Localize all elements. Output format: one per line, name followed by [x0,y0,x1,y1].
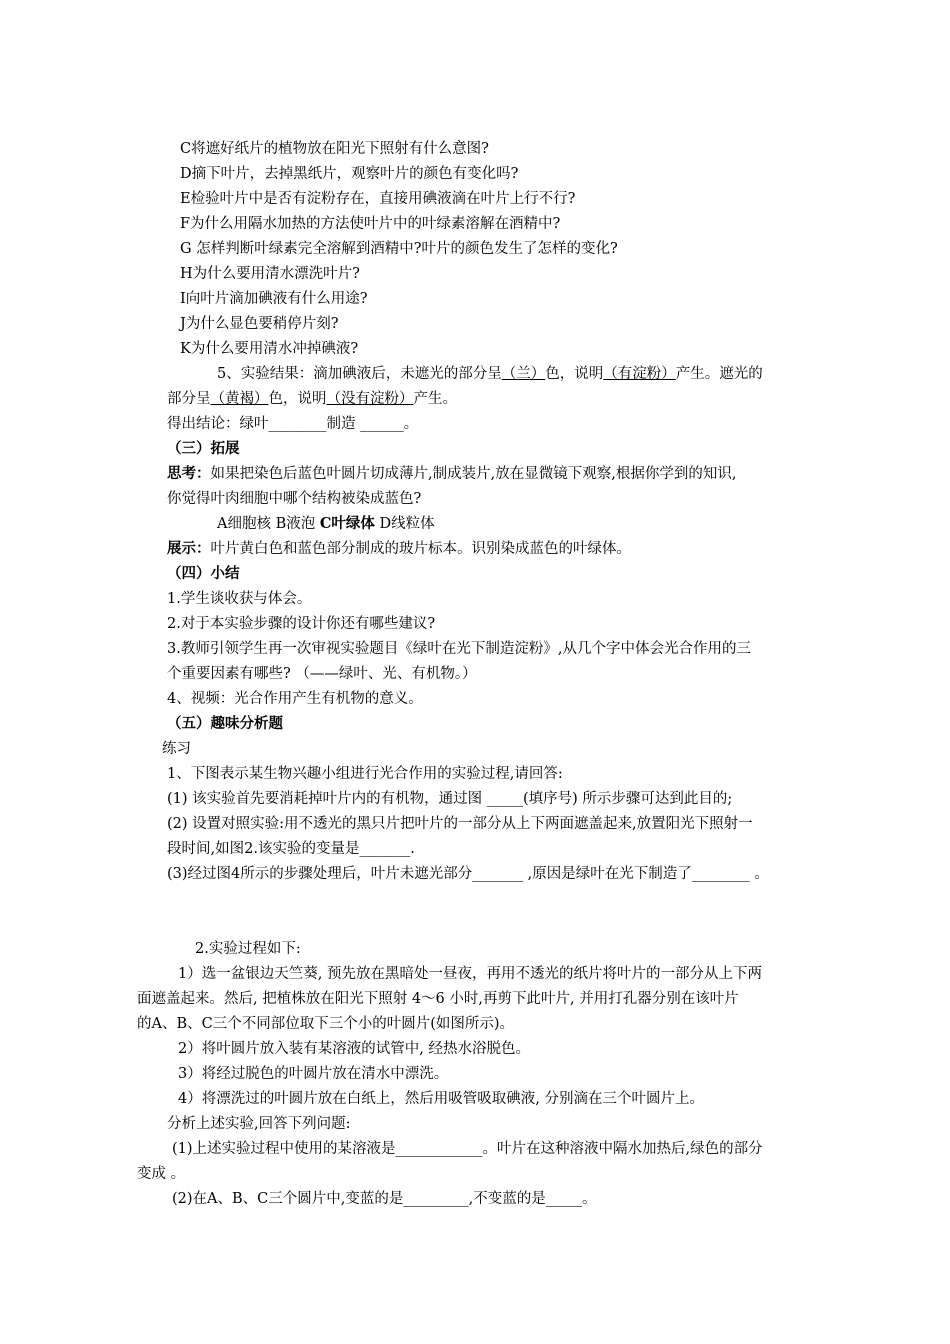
exercise-question: 1、下图表示某生物兴趣小组进行光合作用的实验过程,请回答: [167,766,563,782]
summary-item: 4、视频：光合作用产生有机物的意义。 [167,691,423,707]
question-g: G 怎样判断叶绿素完全溶解到酒精中?叶片的颜色发生了怎样的变化? [180,241,618,257]
result-text: 色，说明 [268,391,327,407]
result-answer: （兰） [501,366,546,382]
process-step: 1）选一盆银边天竺葵, 预先放在黑暗处一昼夜，再用不透光的纸片将叶片的一部分从上下两 [178,966,762,982]
process-heading: 2.实验过程如下: [195,941,301,957]
option-text: A细胞核 B液泡 [217,516,320,532]
option-text: D线粒体 [374,516,435,532]
think-line-2: 你觉得叶肉细胞中哪个结构被染成蓝色? [167,491,422,507]
exercise-subquestion: 段时间,如图2.该实验的变量是_______. [167,841,415,857]
result-line-2 [167,389,457,409]
result-answer: （没有淀粉） [326,391,414,407]
analysis-question: 变成 。 [137,1166,186,1182]
option-correct: C叶绿体 [319,515,375,532]
result-text: 5、实验结果：滴加碘液后，未遮光的部分呈 [217,366,502,382]
think-options [217,514,435,534]
show-label: 展示： [167,540,211,557]
analysis-question: (1)上述实验过程中使用的某溶液是____________。叶片在这种溶液中隔水加热后,绿色的部分 [172,1141,763,1157]
process-step: 3）将经过脱色的叶圆片放在清水中漂洗。 [178,1066,449,1082]
process-step: 2）将叶圆片放入装有某溶液的试管中, 经热水浴脱色。 [178,1041,530,1057]
exercise-subquestion: (2) 设置对照实验:用不透光的黑只片把叶片的一部分从上下两面遮盖起来,放置阳光下照射一 [167,816,753,832]
result-text: 色，说明 [545,366,604,382]
question-e: E检验叶片中是否有淀粉存在，直接用碘液滴在叶片上行不行? [180,191,576,207]
result-text: 部分呈 [167,391,211,407]
question-i: I向叶片滴加碘液有什么用途? [180,291,368,307]
section-heading-summary: （四）小结 [167,565,240,582]
summary-item: 1.学生谈收获与体会。 [167,591,312,607]
process-step: 的A、B、C三个不同部位取下三个小的叶圆片(如图所示)。 [137,1016,515,1032]
exercise-subquestion: (1) 该实验首先要消耗掉叶片内的有机物，通过图 _____(填序号) 所示步骤可达到此目的; [167,791,733,807]
process-step: 4）将漂洗过的叶圆片放在白纸上，然后用吸管吸取碘液, 分别滴在三个叶圆片上。 [178,1091,704,1107]
question-d: D摘下叶片，去掉黑纸片，观察叶片的颜色有变化吗? [180,166,519,182]
think-text: 如果把染色后蓝色叶圆片切成薄片,制成装片,放在显微镜下观察,根据你学到的知识, [210,466,737,482]
practice-label: 练习 [162,741,191,757]
question-k: K为什么要用清水冲掉碘液? [180,341,359,357]
summary-item: 2.对于本实验步骤的设计你还有哪些建议? [167,616,436,632]
question-h: H为什么要用清水漂洗叶片? [180,266,360,282]
analysis-question: (2)在A、B、C三个圆片中,变蓝的是_________,不变蓝的是_____。 [172,1191,597,1207]
conclusion: 得出结论：绿叶________制造 ______。 [167,416,419,432]
analysis-prompt: 分析上述实验,回答下列问题: [167,1116,351,1132]
exercise-subquestion: (3)经过图4所示的步骤处理后，叶片未遮光部分_______ ,原因是绿叶在光下制造了________ 。 [167,866,769,882]
show-line [167,539,631,559]
summary-item: 3.教师引领学生再一次审视实验题目《绿叶在光下制造淀粉》,从几个字中体会光合作用的三 [167,641,751,657]
result-text: 产生。遮光的 [675,366,763,382]
result-answer: （黄褐） [210,391,269,407]
section-heading-expand: （三）拓展 [167,440,240,457]
result-answer: （有淀粉） [603,366,676,382]
section-heading-analysis: （五）趣味分析题 [167,715,283,732]
process-step: 面遮盖起来。然后, 把植株放在阳光下照射 4～6 小时,再剪下此叶片, 并用打孔器分别在该叶片 [137,991,739,1007]
show-text: 叶片黄白色和蓝色部分制成的玻片标本。识别染成蓝色的叶绿体。 [210,541,631,557]
question-c: C将遮好纸片的植物放在阳光下照射有什么意图? [180,141,489,157]
summary-item: 个重要因素有哪些? （——绿叶、光、有机物。） [167,666,477,682]
think-label: 思考： [167,465,211,482]
question-j: J为什么显色要稍停片刻? [180,316,339,332]
think-line-1 [167,464,736,484]
result-line-1 [217,364,763,384]
question-f: F为什么用隔水加热的方法使叶片中的叶绿素溶解在酒精中? [180,216,561,232]
result-text: 产生。 [413,391,457,407]
